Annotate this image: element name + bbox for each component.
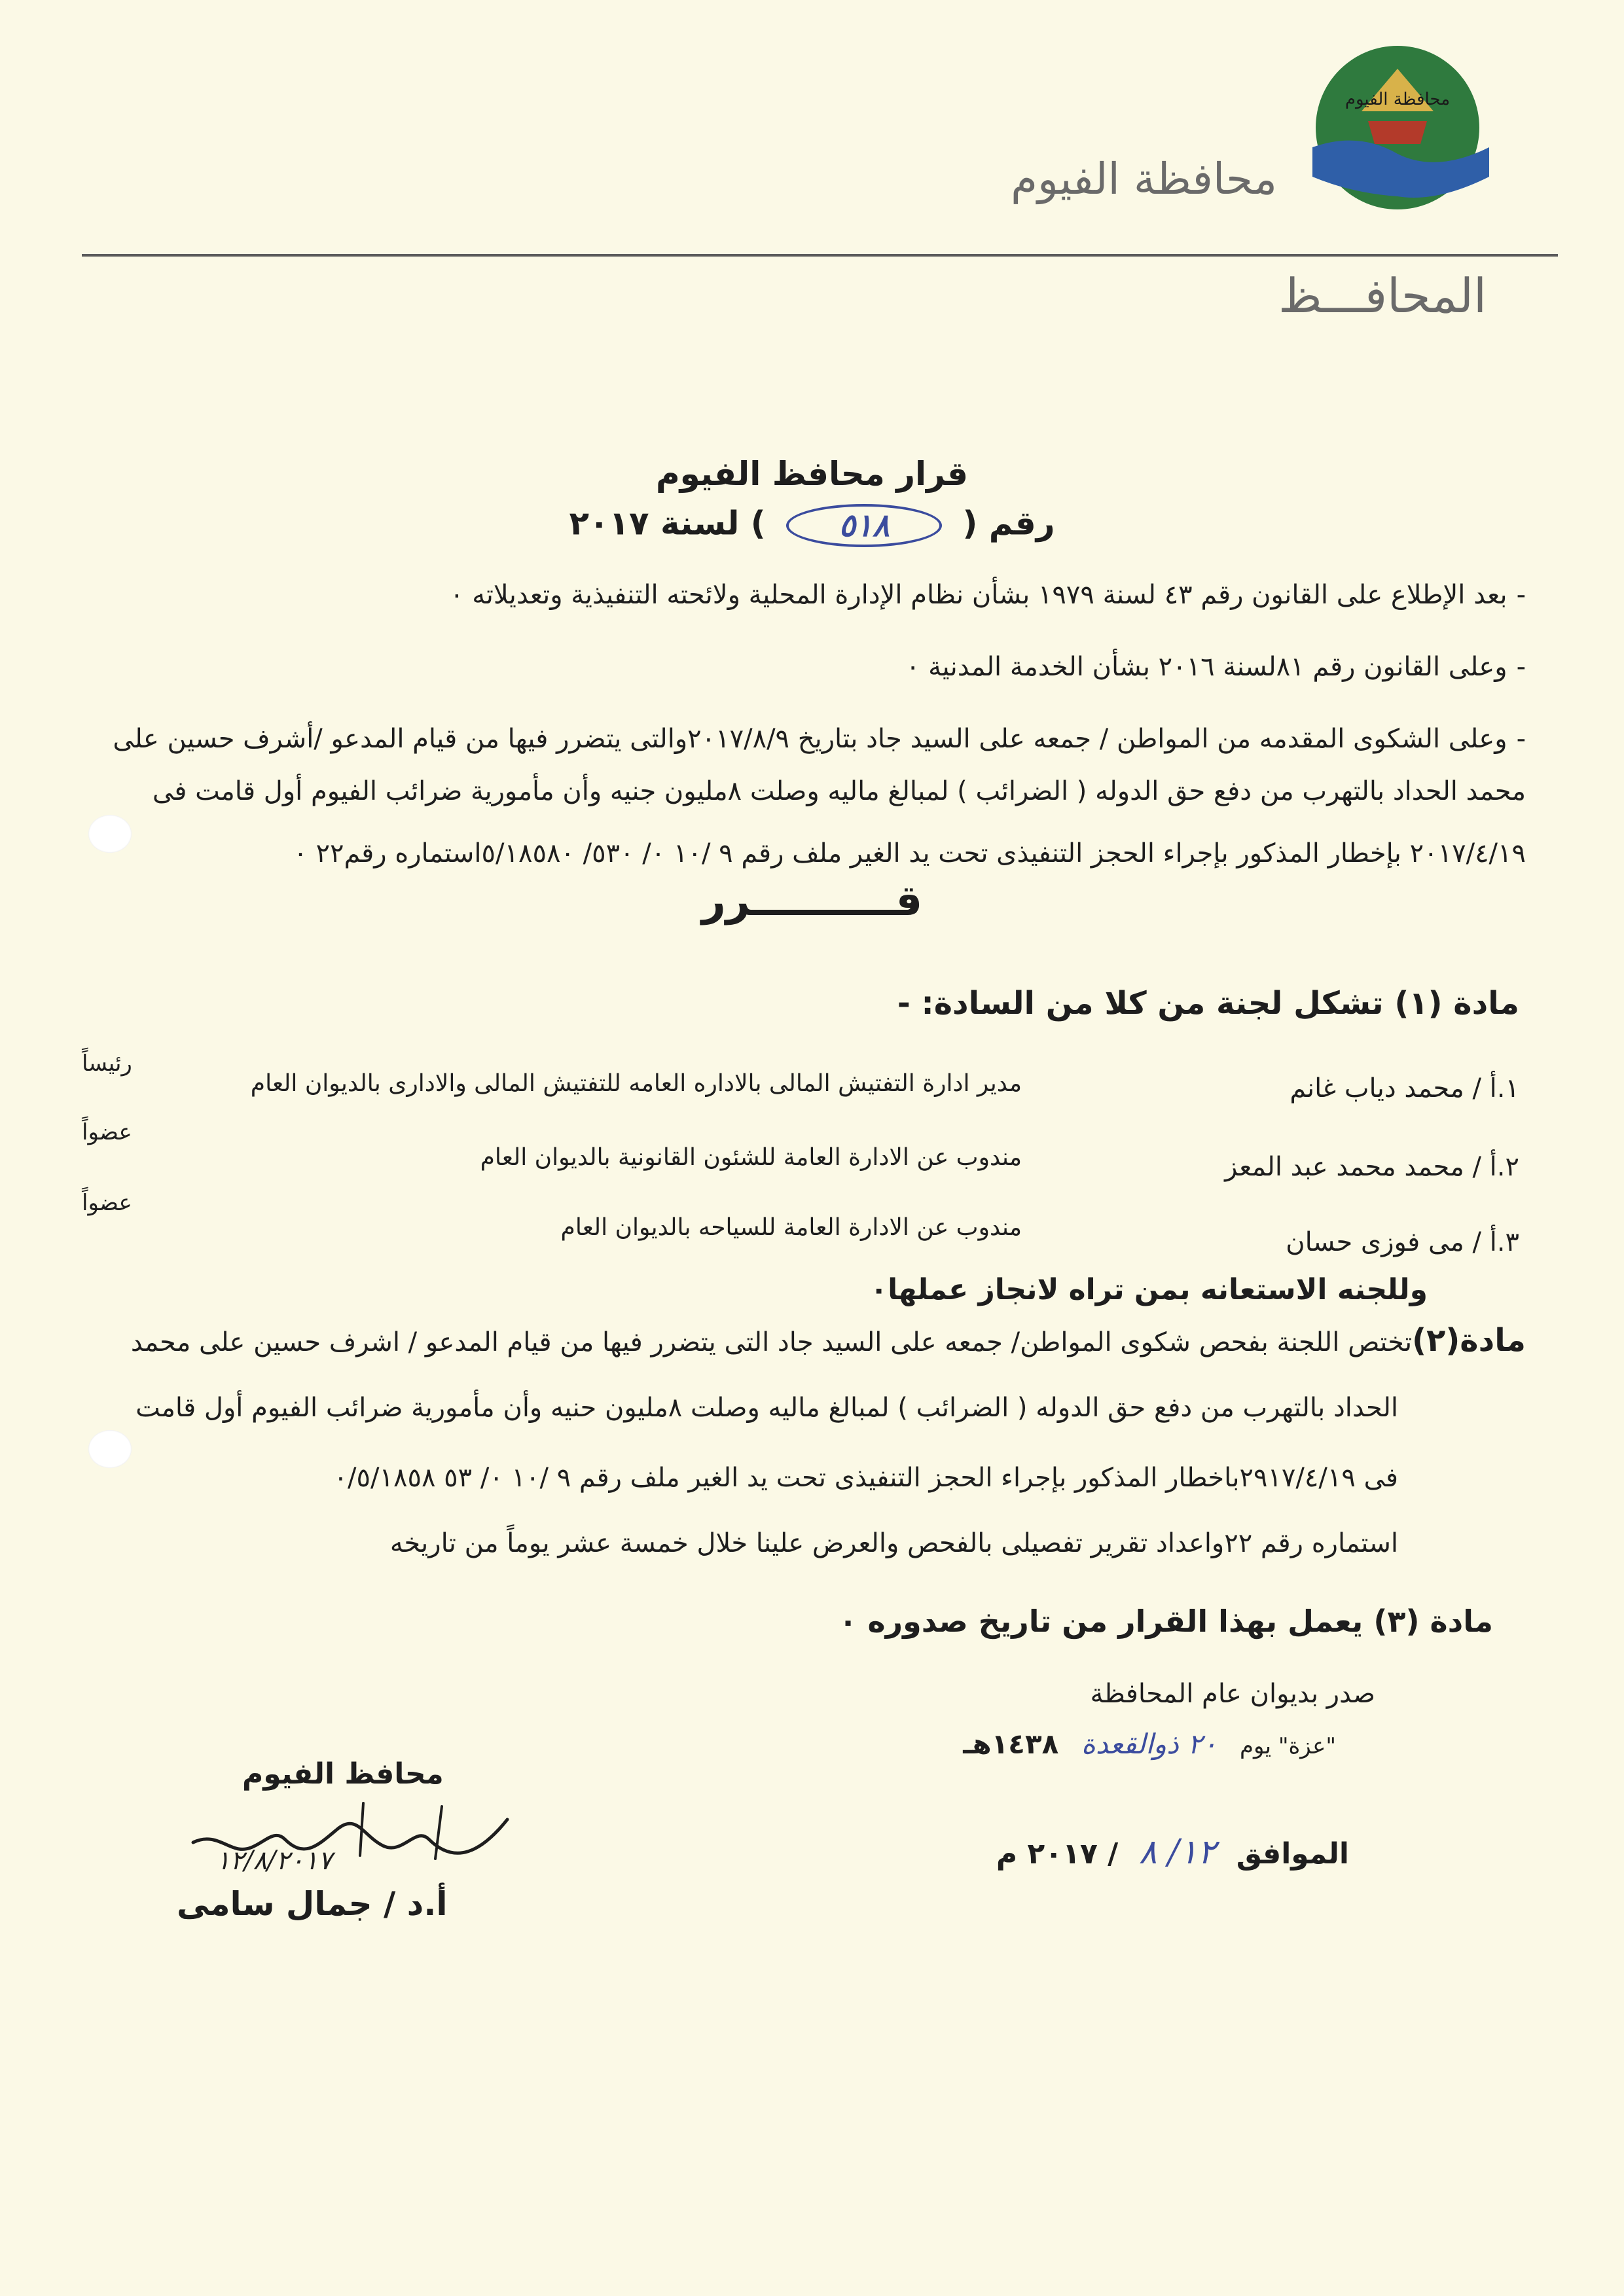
article-2-line-2: الحداد بالتهرب من دفع حق الدوله ( الضرائب ) لمبالغ ماليه وصلت ٨مليون حنيه وأن مأمورية ضرائب الفيوم أول قامت xyxy=(135,1393,1398,1423)
decision-number xyxy=(0,504,1624,547)
decision-title: قرار محافظ الفيوم xyxy=(656,455,968,493)
issued-at: صدر بديوان عام المحافظة xyxy=(1090,1679,1375,1709)
governorate-logo xyxy=(1299,39,1496,216)
punch-hole-top xyxy=(88,815,132,853)
member-3-name: ٣.أ / مى فوزى حسان xyxy=(1286,1227,1519,1257)
member-3-role: مندوب عن الادارة العامة للسياحه بالديوان العام xyxy=(560,1214,1022,1241)
signatory-name: أ.د / جمال سامى xyxy=(177,1885,448,1923)
gregorian-date-handwritten: ١٢/ ٨ xyxy=(1138,1833,1216,1872)
member-3-position: عضواً xyxy=(82,1190,132,1216)
preamble-law-43: -بعد الإطلاع على القانون رقم ٤٣ لسنة ١٩٧٩ بشأن نظام الإدارة المحلية ولائحته التنفيذية وتعديلاته ٠ xyxy=(450,580,1526,610)
article-2-line-4: استماره رقم ٢٢واعداد تقرير تفصيلى بالفحص والعرض علينا خلال خمسة عشر يوماً من تاريخه xyxy=(389,1528,1398,1558)
punch-hole-bottom xyxy=(88,1430,132,1468)
article-2-line-1: مادة(٢)تختص اللجنة بفحص شكوى المواطن/ جمعه على السيد جاد التى يتضرر فيها من قيام المدعو / اشرف حسين على محمد xyxy=(130,1322,1526,1359)
hijri-date-handwritten: ٢٠ ذوالقعدة xyxy=(1081,1728,1218,1760)
decision-number-suffix: ) لسنة ٢٠١٧ xyxy=(569,504,766,543)
article-2-line-3: فى ٢٩١٧/٤/١٩باخطار المذكور بإجراء الحجز التنفيذى تحت يد الغير ملف رقم ٩ /١٠ ٠/ ٥٣ ٠/٥/١٨٥٨ xyxy=(333,1463,1398,1493)
member-2-position: عضواً xyxy=(82,1119,132,1145)
member-1-position: رئيساً xyxy=(82,1050,132,1077)
preamble-complaint-line-3: ٢٠١٧/٤/١٩ بإخطار المذكور بإجراء الحجز التنفيذى تحت يد الغير ملف رقم ٩ /١٠ ٠/ ٥٣٠/ ٥/١٨٥٨٠استماره رقم٢٢ ٠ xyxy=(293,838,1526,869)
preamble-complaint-line-1: -وعلى الشكوى المقدمه من المواطن / جمعه على السيد جاد بتاريخ ٢٠١٧/٨/٩والتى يتضرر فيها من قيام المدعو /أشرف حسين على xyxy=(113,724,1526,754)
article-1-heading: مادة (١) تشكل لجنة من كلا من السادة: - xyxy=(897,985,1519,1022)
decision-number-prefix: رقم ( xyxy=(962,504,1055,543)
article-3: مادة (٣) يعمل بهذا القرار من تاريخ صدوره ٠ xyxy=(839,1604,1493,1639)
signature-date: ١٢/٨/٢٠١٧ xyxy=(216,1846,333,1876)
member-2-role: مندوب عن الادارة العامة للشئون القانونية بالديوان العام xyxy=(480,1144,1022,1171)
header-divider xyxy=(82,254,1558,257)
preamble-complaint-line-2: محمد الحداد بالتهرب من دفع حق الدوله ( الضرائب ) لمبالغ ماليه وصلت ٨مليون جنيه وأن مأمورية ضرائب الفيوم أول قامت فى xyxy=(152,776,1526,806)
signatory-title: محافظ الفيوم xyxy=(242,1757,444,1791)
governor-header: المحافـــظ xyxy=(1278,268,1487,323)
governorate-header: محافظة الفيوم xyxy=(1011,154,1277,204)
decides-heading: قــــــــــرر xyxy=(701,877,923,925)
gregorian-date: الموافق ١٢/ ٨ / ٢٠١٧ م xyxy=(996,1833,1349,1872)
preamble-law-81: -وعلى القانون رقم ٨١لسنة ٢٠١٦ بشأن الخدمة المدنية ٠ xyxy=(905,652,1526,682)
article-2-heading: مادة(٢) xyxy=(1412,1322,1526,1359)
member-1-name: ١.أ / محمد دياب غانم xyxy=(1290,1073,1519,1103)
logo-text: محافظة الفيوم xyxy=(1344,90,1451,109)
member-1-role: مدير ادارة التفتيش المالى بالاداره العامه للتفتيش المالى والادارى بالديوان العام xyxy=(250,1070,1022,1097)
member-2-name: ٢.أ / محمد محمد عبد المعز xyxy=(1225,1152,1519,1182)
decision-number-handwritten: ٥١٨ xyxy=(786,504,942,547)
hijri-date: "عزة" يوم ٢٠ ذوالقعدة ١٤٣٨هـ xyxy=(963,1728,1336,1760)
committee-assistance: وللجنه الاستعانه بمن تراه لانجاز عملها٠ xyxy=(870,1273,1428,1306)
